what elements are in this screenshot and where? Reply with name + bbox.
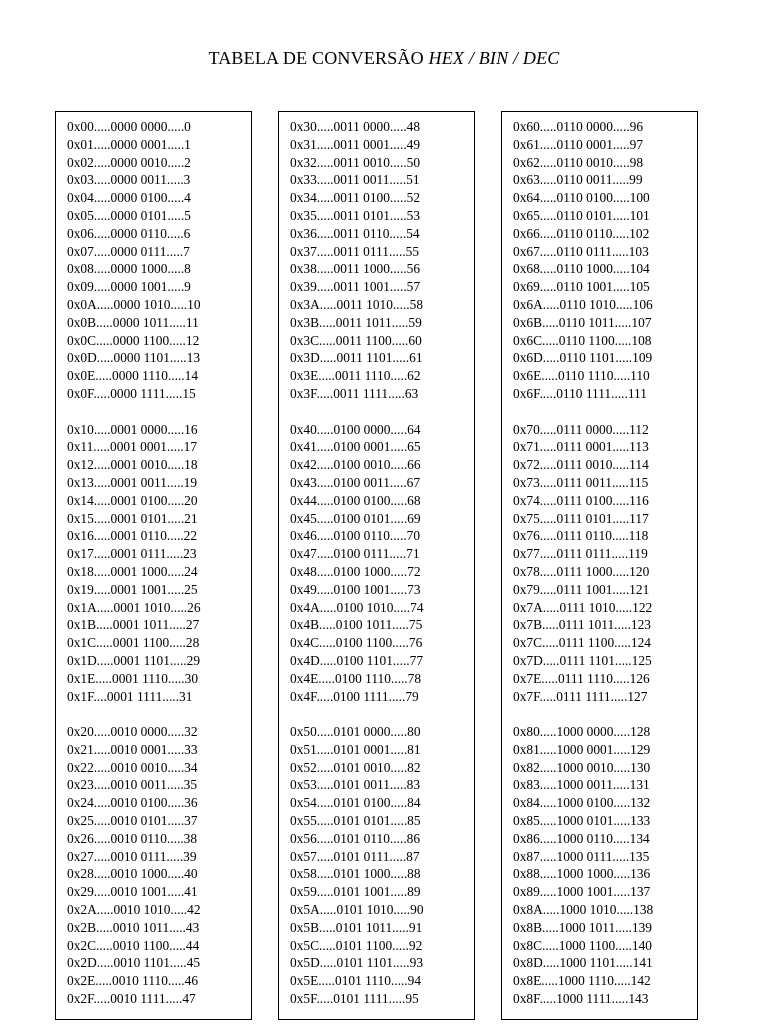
conversion-row: 0x08.....0000 1000.....8 (67, 261, 191, 277)
conversion-row: 0x39.....0011 1001.....57 (290, 279, 421, 295)
page-title-italic: HEX / BIN / DEC (428, 48, 560, 68)
conversion-row: 0x03.....0000 0011.....3 (67, 172, 191, 188)
conversion-row: 0x7B.....0111 1011.....123 (513, 617, 651, 633)
conversion-row: 0x54.....0101 0100.....84 (290, 795, 421, 811)
conversion-row: 0x59.....0101 1001.....89 (290, 884, 421, 900)
conversion-row: 0x10.....0001 0000.....16 (67, 421, 198, 437)
conversion-row: 0x0B.....0000 1011.....11 (67, 314, 199, 330)
conversion-row: 0x3B.....0011 1011.....59 (290, 314, 422, 330)
conversion-row: 0x11.....0001 0001.....17 (67, 439, 198, 455)
conversion-row: 0x49.....0100 1001.....73 (290, 581, 421, 597)
conversion-row: 0x65.....0110 0101.....101 (513, 207, 650, 223)
conversion-block (513, 421, 697, 706)
conversion-row: 0x4C.....0100 1100.....76 (290, 635, 423, 651)
conversion-row: 0x8C.....1000 1100.....140 (513, 937, 652, 953)
conversion-row: 0x7D.....0111 1101.....125 (513, 652, 652, 668)
page-title (0, 48, 768, 69)
conversion-row: 0x22.....0010 0010.....34 (67, 759, 198, 775)
conversion-row: 0x1E.....0001 1110.....30 (67, 670, 199, 686)
conversion-row: 0x75.....0111 0101.....117 (513, 510, 649, 526)
conversion-row: 0x5A.....0101 1010.....90 (290, 902, 424, 918)
conversion-row: 0x5F.....0101 1111.....95 (290, 991, 419, 1007)
conversion-row: 0x8D.....1000 1101.....141 (513, 955, 653, 971)
conversion-row: 0x0D.....0000 1101.....13 (67, 350, 201, 366)
conversion-row: 0x2D.....0010 1101.....45 (67, 955, 201, 971)
conversion-row: 0x1F....0001 1111.....31 (67, 688, 193, 704)
conversion-row: 0x3D.....0011 1101.....61 (290, 350, 423, 366)
conversion-row: 0x5C.....0101 1100.....92 (290, 937, 423, 953)
conversion-row: 0x87.....1000 0111.....135 (513, 848, 650, 864)
conversion-row: 0x36.....0011 0110.....54 (290, 225, 420, 241)
conversion-block (290, 118, 474, 403)
conversion-row: 0x66.....0110 0110.....102 (513, 225, 650, 241)
conversion-row: 0x18.....0001 1000.....24 (67, 563, 198, 579)
conversion-row: 0x48.....0100 1000.....72 (290, 563, 421, 579)
conversion-row: 0x83.....1000 0011.....131 (513, 777, 650, 793)
conversion-row: 0x24.....0010 0100.....36 (67, 795, 198, 811)
conversion-row: 0x04.....0000 0100.....4 (67, 190, 191, 206)
conversion-row: 0x5D.....0101 1101.....93 (290, 955, 424, 971)
conversion-row: 0x21.....0010 0001.....33 (67, 741, 198, 757)
conversion-row: 0x43.....0100 0011.....67 (290, 474, 421, 490)
conversion-row: 0x1A.....0001 1010.....26 (67, 599, 201, 615)
conversion-row: 0x7A.....0111 1010.....122 (513, 599, 653, 615)
conversion-row: 0x45.....0100 0101.....69 (290, 510, 421, 526)
conversion-row: 0x42.....0100 0010.....66 (290, 457, 421, 473)
conversion-row: 0x63.....0110 0011.....99 (513, 172, 643, 188)
conversion-row: 0x2C.....0010 1100.....44 (67, 937, 200, 953)
conversion-row: 0x53.....0101 0011.....83 (290, 777, 421, 793)
conversion-row: 0x02.....0000 0010.....2 (67, 154, 191, 170)
conversion-row: 0x27.....0010 0111.....39 (67, 848, 197, 864)
conversion-row: 0x33.....0011 0011.....51 (290, 172, 420, 188)
conversion-row: 0x47.....0100 0111.....71 (290, 546, 420, 562)
conversion-row: 0x8A.....1000 1010.....138 (513, 902, 654, 918)
conversion-row: 0x19.....0001 1001.....25 (67, 581, 198, 597)
conversion-row: 0x5B.....0101 1011.....91 (290, 919, 423, 935)
conversion-row: 0x84.....1000 0100.....132 (513, 795, 651, 811)
conversion-row: 0x07.....0000 0111.....7 (67, 243, 190, 259)
conversion-row: 0x0A.....0000 1010.....10 (67, 296, 201, 312)
conversion-row: 0x64.....0110 0100.....100 (513, 190, 650, 206)
conversion-row: 0x81.....1000 0001.....129 (513, 741, 651, 757)
conversion-row: 0x30.....0011 0000.....48 (290, 119, 421, 134)
conversion-row: 0x1D.....0001 1101.....29 (67, 652, 201, 668)
conversion-row: 0x35.....0011 0101.....53 (290, 207, 421, 223)
conversion-row: 0x4E.....0100 1110.....78 (290, 670, 422, 686)
conversion-row: 0x3C.....0011 1100.....60 (290, 332, 422, 348)
conversion-row: 0x3F.....0011 1111.....63 (290, 385, 419, 401)
conversion-row: 0x6C.....0110 1100.....108 (513, 332, 652, 348)
conversion-row: 0x61.....0110 0001.....97 (513, 136, 644, 152)
conversion-row: 0x69.....0110 1001.....105 (513, 279, 650, 295)
conversion-row: 0x28.....0010 1000.....40 (67, 866, 198, 882)
conversion-row: 0x38.....0011 1000.....56 (290, 261, 421, 277)
conversion-row: 0x51.....0101 0001.....81 (290, 741, 421, 757)
conversion-row: 0x00.....0000 0000.....0 (67, 119, 191, 134)
conversion-row: 0x25.....0010 0101.....37 (67, 813, 198, 829)
conversion-row: 0x01.....0000 0001.....1 (67, 136, 191, 152)
conversion-block (513, 723, 697, 1008)
conversion-row: 0x26.....0010 0110.....38 (67, 830, 198, 846)
conversion-block (67, 723, 251, 1008)
conversion-row: 0x13.....0001 0011.....19 (67, 474, 198, 490)
conversion-row: 0x4D.....0100 1101.....77 (290, 652, 424, 668)
conversion-row: 0x1C.....0001 1100.....28 (67, 635, 200, 651)
conversion-row: 0x41.....0100 0001.....65 (290, 439, 421, 455)
conversion-row: 0x1B.....0001 1011.....27 (67, 617, 200, 633)
conversion-row: 0x70.....0111 0000.....112 (513, 421, 649, 437)
conversion-row: 0x16.....0001 0110.....22 (67, 528, 198, 544)
conversion-row: 0x7C.....0111 1100.....124 (513, 635, 651, 651)
conversion-row: 0x71.....0111 0001.....113 (513, 439, 649, 455)
conversion-row: 0x34.....0011 0100.....52 (290, 190, 421, 206)
conversion-row: 0x06.....0000 0110.....6 (67, 225, 191, 241)
conversion-row: 0x80.....1000 0000.....128 (513, 724, 651, 740)
conversion-row: 0x46.....0100 0110.....70 (290, 528, 421, 544)
conversion-row: 0x62.....0110 0010.....98 (513, 154, 644, 170)
conversion-row: 0x23.....0010 0011.....35 (67, 777, 198, 793)
conversion-row: 0x05.....0000 0101.....5 (67, 207, 191, 223)
conversion-row: 0x7F.....0111 1111.....127 (513, 688, 648, 704)
conversion-row: 0x52.....0101 0010.....82 (290, 759, 421, 775)
conversion-row: 0x5E.....0101 1110.....94 (290, 973, 422, 989)
conversion-row: 0x3A.....0011 1010.....58 (290, 296, 424, 312)
conversion-row: 0x6D.....0110 1101.....109 (513, 350, 653, 366)
conversion-block (290, 421, 474, 706)
conversion-row: 0x74.....0111 0100.....116 (513, 492, 649, 508)
conversion-row: 0x8B.....1000 1011.....139 (513, 919, 652, 935)
conversion-row: 0x0E.....0000 1110.....14 (67, 368, 199, 384)
conversion-row: 0x50.....0101 0000.....80 (290, 724, 421, 740)
conversion-row: 0x8F.....1000 1111.....143 (513, 991, 649, 1007)
conversion-row: 0x37.....0011 0111.....55 (290, 243, 420, 259)
conversion-row: 0x86.....1000 0110.....134 (513, 830, 650, 846)
conversion-row: 0x31.....0011 0001.....49 (290, 136, 421, 152)
conversion-row: 0x6F.....0110 1111.....111 (513, 385, 647, 401)
conversion-row: 0x4A.....0100 1010.....74 (290, 599, 424, 615)
conversion-row: 0x20.....0010 0000.....32 (67, 724, 198, 740)
conversion-row: 0x78.....0111 1000.....120 (513, 563, 650, 579)
conversion-column-1 (55, 111, 252, 1020)
conversion-row: 0x67.....0110 0111.....103 (513, 243, 649, 259)
conversion-row: 0x15.....0001 0101.....21 (67, 510, 198, 526)
conversion-row: 0x2F.....0010 1111.....47 (67, 991, 196, 1007)
conversion-column-3 (501, 111, 698, 1020)
conversion-row: 0x55.....0101 0101.....85 (290, 813, 421, 829)
conversion-block (67, 421, 251, 706)
conversion-row: 0x89.....1000 1001.....137 (513, 884, 651, 900)
conversion-row: 0x88.....1000 1000.....136 (513, 866, 651, 882)
conversion-row: 0x77.....0111 0111.....119 (513, 546, 648, 562)
conversion-row: 0x12.....0001 0010.....18 (67, 457, 198, 473)
conversion-row: 0x09.....0000 1001.....9 (67, 279, 191, 295)
conversion-row: 0x2A.....0010 1010.....42 (67, 902, 201, 918)
conversion-row: 0x2B.....0010 1011.....43 (67, 919, 200, 935)
conversion-row: 0x6E.....0110 1110.....110 (513, 368, 650, 384)
conversion-row: 0x57.....0101 0111.....87 (290, 848, 420, 864)
conversion-row: 0x8E.....1000 1110.....142 (513, 973, 651, 989)
conversion-row: 0x2E.....0010 1110.....46 (67, 973, 199, 989)
conversion-row: 0x85.....1000 0101.....133 (513, 813, 651, 829)
conversion-row: 0x82.....1000 0010.....130 (513, 759, 651, 775)
conversion-row: 0x44.....0100 0100.....68 (290, 492, 421, 508)
page-title-main: TABELA DE CONVERSÃO (208, 48, 429, 68)
conversion-row: 0x32.....0011 0010.....50 (290, 154, 421, 170)
conversion-row: 0x14.....0001 0100.....20 (67, 492, 198, 508)
conversion-row: 0x3E.....0011 1110.....62 (290, 368, 421, 384)
conversion-row: 0x4B.....0100 1011.....75 (290, 617, 423, 633)
conversion-row: 0x6A.....0110 1010.....106 (513, 296, 653, 312)
conversion-row: 0x29.....0010 1001.....41 (67, 884, 198, 900)
conversion-block (513, 118, 697, 403)
conversion-row: 0x72.....0111 0010.....114 (513, 457, 649, 473)
conversion-row: 0x17.....0001 0111.....23 (67, 546, 197, 562)
conversion-row: 0x58.....0101 1000.....88 (290, 866, 421, 882)
conversion-block (67, 118, 251, 403)
conversion-row: 0x68.....0110 1000.....104 (513, 261, 650, 277)
conversion-block (290, 723, 474, 1008)
conversion-row: 0x6B.....0110 1011.....107 (513, 314, 652, 330)
conversion-row: 0x73.....0111 0011.....115 (513, 474, 649, 490)
conversion-column-2 (278, 111, 475, 1020)
conversion-row: 0x76.....0111 0110.....118 (513, 528, 649, 544)
conversion-row: 0x0C.....0000 1100.....12 (67, 332, 200, 348)
conversion-row: 0x79.....0111 1001.....121 (513, 581, 650, 597)
conversion-row: 0x7E.....0111 1110.....126 (513, 670, 650, 686)
conversion-row: 0x56.....0101 0110.....86 (290, 830, 421, 846)
conversion-row: 0x4F.....0100 1111.....79 (290, 688, 419, 704)
conversion-row: 0x0F.....0000 1111.....15 (67, 385, 196, 401)
conversion-row: 0x40.....0100 0000.....64 (290, 421, 421, 437)
conversion-row: 0x60.....0110 0000.....96 (513, 119, 644, 134)
